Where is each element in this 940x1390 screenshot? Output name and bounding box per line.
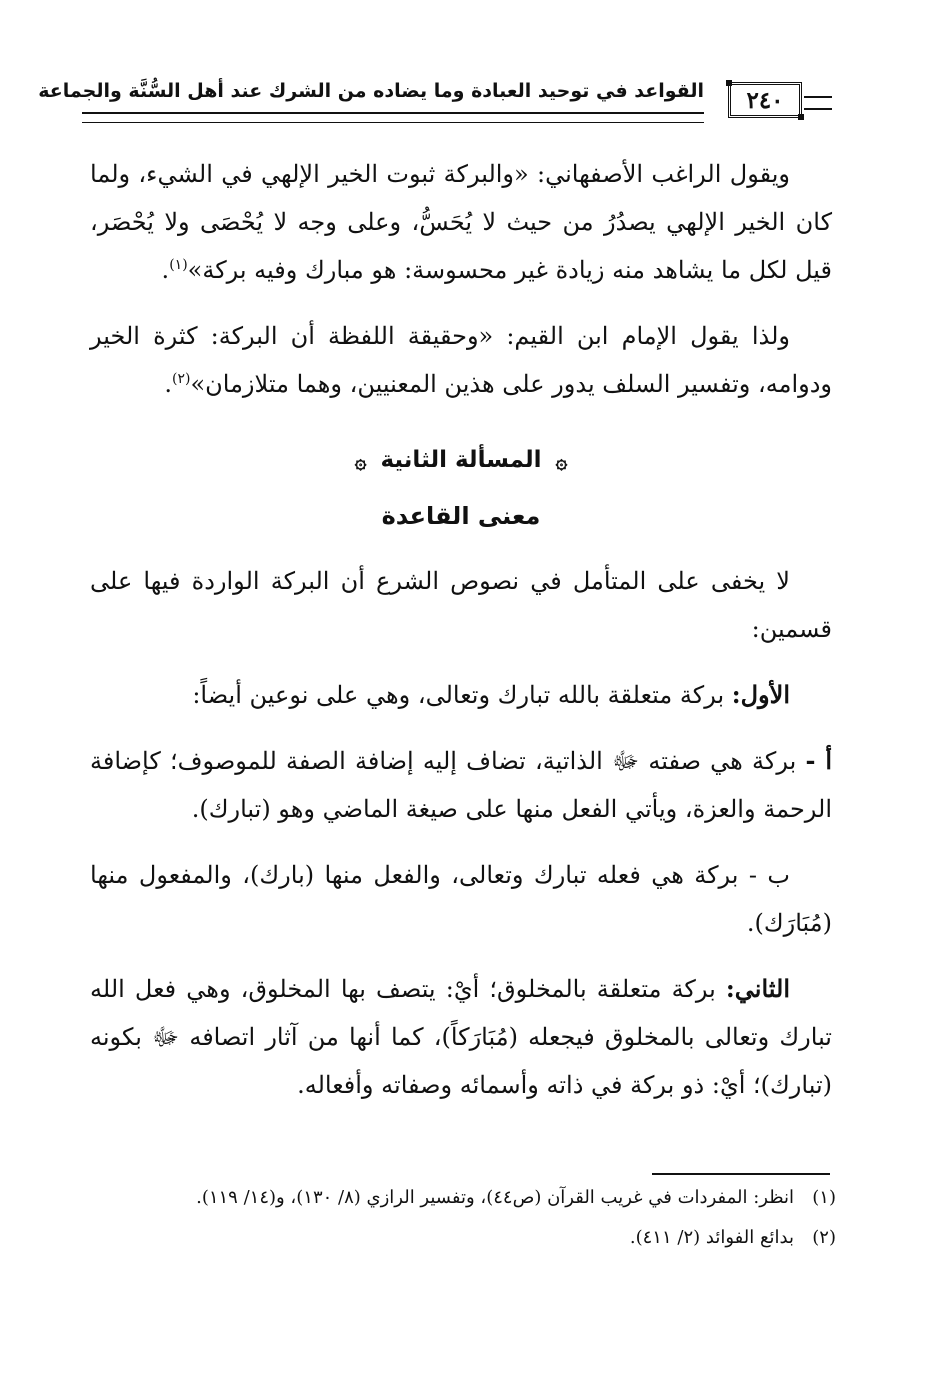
page-header <box>38 78 832 132</box>
section-heading <box>90 438 832 483</box>
footnote-1 <box>92 1183 836 1213</box>
footnote-number: (١) <box>812 1187 836 1208</box>
paragraph-raghib <box>90 150 832 294</box>
footnote-ref-1: (١) <box>169 257 188 273</box>
paragraph-ibn-qayyim <box>90 312 832 408</box>
footnote-text: بدائع الفوائد (٢/ ٤١١). <box>629 1227 794 1248</box>
book-title: القواعد في توحيد العبادة وما يضاده من الشرك عند أهل السُّنَّة والجماعة <box>38 80 704 102</box>
label-first: الأول: <box>731 679 790 709</box>
paragraph-a <box>90 737 832 833</box>
ornament-icon: ۞ <box>555 448 568 473</box>
paragraph-text: بركة هي صفته ﷻ الذاتية، تضاف إليه إضافة الصفة للموصوف؛ كإضافة الرحمة والعزة، ويأتي الفعل منها على صيغة الماضي وهو (تبارك). <box>90 746 832 823</box>
paragraph-b: ب - بركة هي فعله تبارك وتعالى، والفعل منها (بارك)، والمفعول منها (مُبَارَك). <box>90 860 832 937</box>
paragraph-text: ولذا يقول الإمام ابن القيم: «وحقيقة اللفظة أن البركة: كثرة الخير ودوامه، وتفسير السلف يدور على هذين المعنيين، وهما متلازمان» <box>90 322 832 398</box>
label-second: الثاني: <box>725 973 790 1003</box>
paragraph-second <box>90 965 832 1109</box>
footnote-number: (٢) <box>812 1227 836 1248</box>
page-number: ٢٤٠ <box>728 82 802 118</box>
footnote-separator <box>652 1173 830 1175</box>
section-heading-text: المسألة الثانية <box>380 447 542 473</box>
sub-heading: معنى القاعدة <box>381 501 541 530</box>
header-rule <box>82 112 704 123</box>
paragraph-text: بركة متعلقة بالله تبارك وتعالى، وهي على نوعين أيضاً: <box>192 680 732 709</box>
period: . <box>164 370 172 398</box>
footnote-text: انظر: المفردات في غريب القرآن (ص٤٤)، وتفسير الرازي (٨/ ١٣٠)، و(١٤/ ١١٩). <box>196 1187 794 1208</box>
ornament-icon: ۞ <box>354 448 367 473</box>
label-a: أ - <box>805 745 833 775</box>
paragraph-intro: لا يخفى على المتأمل في نصوص الشرع أن البركة الواردة فيها على قسمين: <box>90 566 832 643</box>
paragraph-first <box>90 671 832 719</box>
paragraph-text: بركة متعلقة بالمخلوق؛ أيْ: يتصف بها المخلوق، وهي فعل الله تبارك وتعالى بالمخلوق فيجعله (مُبَارَكاً)، كما أنها من آثار اتصافه ﷻ بكونه (تبارك)؛ أيْ: ذو بركة في ذاته وأسمائه وصفاته وأفعاله. <box>90 974 832 1099</box>
page-body <box>90 150 832 1109</box>
header-ornament-lines <box>804 96 832 110</box>
footnote-ref-2: (٢) <box>171 371 191 387</box>
period: . <box>161 256 170 284</box>
paragraph-text: ويقول الراغب الأصفهاني: «والبركة ثبوت الخير الإلهي في الشيء، ولما كان الخير الإلهي يصدُرُ من حيث لا يُحَسُّ، وعلى وجه لا يُحْصَى ولا يُحْصَر، قيل لكل ما يشاهد منه زيادة غير محسوسة: هو مبارك وفيه بركة» <box>90 160 832 284</box>
footnote-2 <box>92 1223 836 1253</box>
footnotes <box>92 1183 836 1253</box>
